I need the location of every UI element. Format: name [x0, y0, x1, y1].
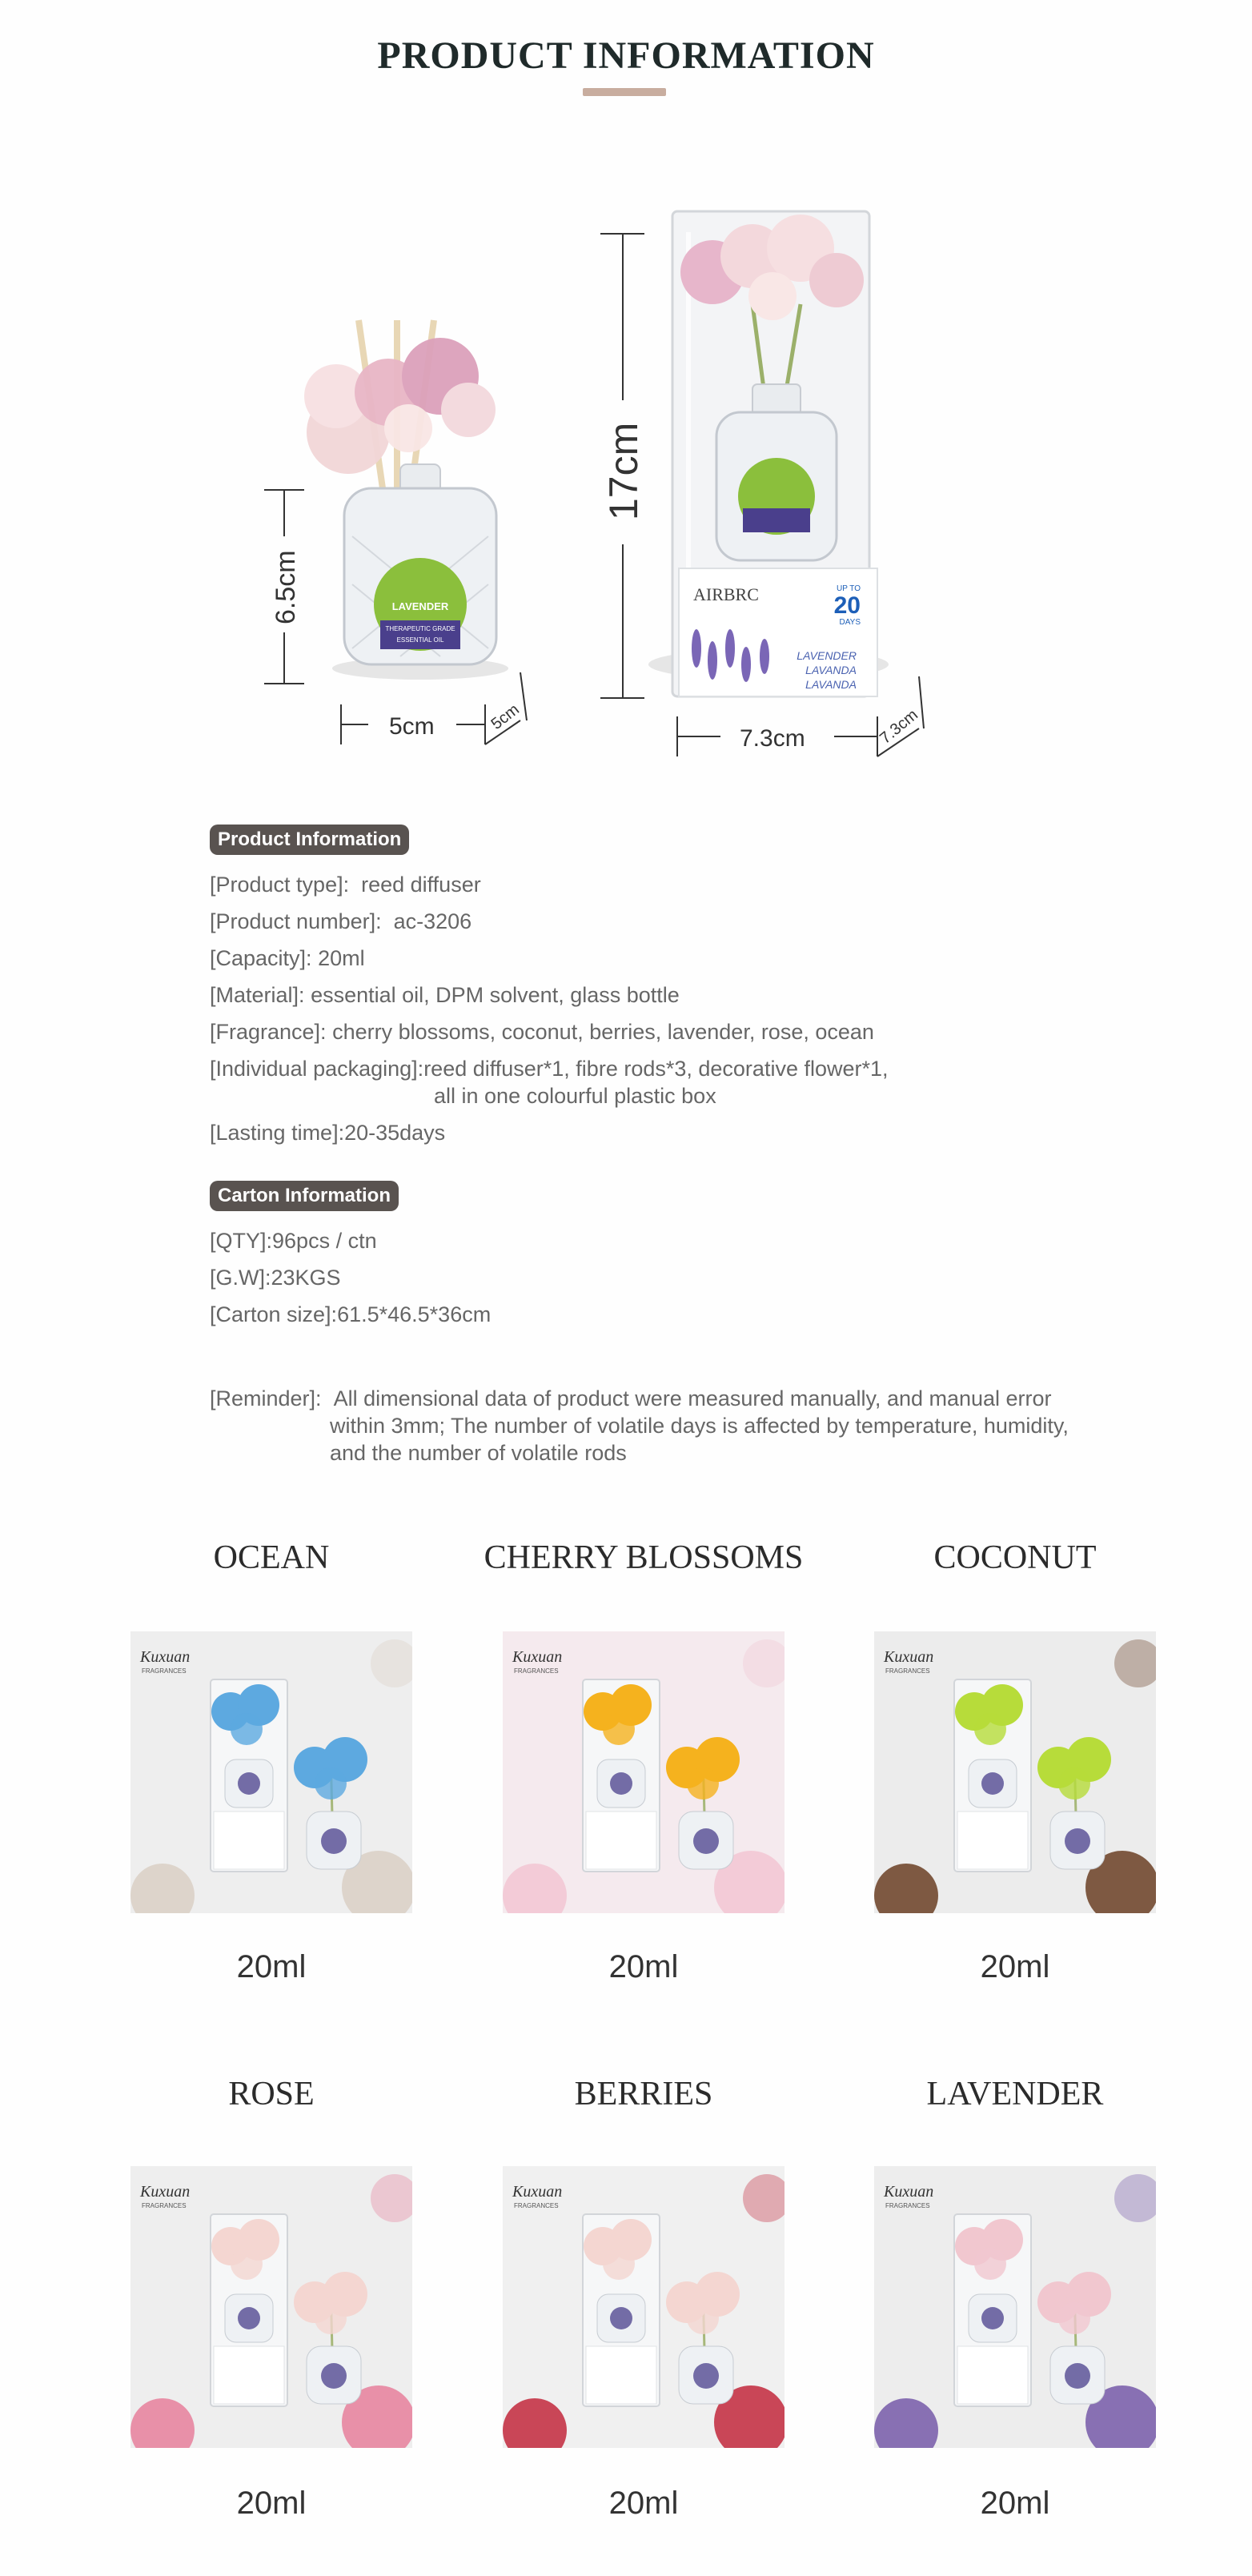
- info-value: 61.5*46.5*36cm: [337, 1302, 492, 1326]
- flavor-title-rose: ROSE: [228, 2076, 315, 2113]
- info-label: [Fragrance]:: [210, 1020, 327, 1044]
- info-value: 20-35days: [344, 1121, 446, 1145]
- info-label: [Carton size]:: [210, 1302, 338, 1326]
- info-value: 96pcs / ctn: [272, 1229, 377, 1253]
- info-row-material: [210, 981, 889, 1009]
- box-depth-label: 7.3cm: [877, 705, 921, 748]
- photo-brand-logo: Kuxuan: [140, 2183, 191, 2201]
- flavor-size-rose: 20ml: [236, 2486, 307, 2521]
- info-value: 20ml: [318, 946, 365, 970]
- info-label: [Individual packaging]:: [210, 1057, 424, 1081]
- reminder-text-line-1: All dimensional data of product were measured manually, and manual error: [333, 1386, 1052, 1410]
- flavor-photo-graphic: [130, 2166, 412, 2448]
- box-height-label: 17cm: [601, 422, 646, 520]
- info-label: [Lasting time]:: [210, 1121, 345, 1145]
- info-value: essential oil, DPM solvent, glass bottle: [311, 983, 680, 1007]
- reminder-text-line-2: within 3mm; The number of volatile days is affected by temperature, humidity,: [330, 1414, 1069, 1438]
- flavor-photo-ocean: [130, 1631, 412, 1913]
- product-dimension-illustration: [240, 200, 1009, 776]
- box-days-top-text: UP TO: [836, 584, 861, 593]
- info-value: all in one colourful plastic box: [434, 1084, 716, 1108]
- info-row-lasting-time: [210, 1119, 889, 1146]
- info-value: cherry blossoms, coconut, berries, lavender, rose, ocean: [332, 1020, 874, 1044]
- photo-brand-subtitle: FRAGRANCES: [142, 2202, 187, 2209]
- box-width-label: 7.3cm: [740, 725, 805, 752]
- flavor-photo-coconut: [874, 1631, 1156, 1913]
- flavor-title-berries: BERRIES: [574, 2076, 713, 2113]
- info-label: [Material]:: [210, 983, 305, 1007]
- flavor-photo-berries: [503, 2166, 785, 2448]
- jar-label-text-1: LAVENDER: [391, 600, 449, 612]
- boxed-product-image: [648, 211, 889, 696]
- info-label: [G.W]:: [210, 1266, 271, 1290]
- flavor-size-coconut: 20ml: [980, 1949, 1050, 1984]
- photo-brand-subtitle: FRAGRANCES: [514, 1667, 559, 1675]
- info-value: ac-3206: [393, 909, 472, 933]
- flavor-photo-lavender: [874, 2166, 1156, 2448]
- reminder-row-2: [210, 1412, 1069, 1439]
- jar-label-text-2: THERAPEUTIC GRADE: [385, 625, 455, 632]
- flavor-photo-cherry-blossoms: [503, 1631, 785, 1913]
- info-row-capacity: [210, 945, 889, 972]
- carton-row-size: [210, 1301, 491, 1328]
- reminder-label: [Reminder]:: [210, 1386, 322, 1410]
- info-value: reed diffuser: [361, 873, 481, 897]
- flavor-title-coconut: COCONUT: [933, 1539, 1097, 1576]
- carton-row-qty: [210, 1227, 491, 1254]
- flavor-photo-graphic: [874, 1631, 1156, 1913]
- info-row-product-type: [210, 871, 889, 898]
- product-info-section: [210, 825, 889, 1156]
- photo-brand-subtitle: FRAGRANCES: [885, 2202, 930, 2209]
- photo-brand-logo: Kuxuan: [884, 1648, 934, 1666]
- reminder-section: [210, 1385, 1069, 1476]
- photo-brand-subtitle: FRAGRANCES: [514, 2202, 559, 2209]
- reminder-text-line-3: and the number of volatile rods: [330, 1441, 627, 1465]
- photo-brand-logo: Kuxuan: [512, 1648, 563, 1666]
- info-row-product-number: [210, 908, 889, 935]
- box-scent-text-3: LAVANDA: [805, 678, 857, 691]
- title-underline: [583, 88, 666, 96]
- flavor-size-berries: 20ml: [608, 2486, 679, 2521]
- flavor-title-ocean: OCEAN: [213, 1539, 330, 1576]
- photo-brand-subtitle: FRAGRANCES: [142, 1667, 187, 1675]
- info-row-packaging-continued: [210, 1082, 889, 1109]
- photo-brand-logo: Kuxuan: [884, 2183, 934, 2201]
- info-value: 23KGS: [271, 1266, 341, 1290]
- flavor-size-ocean: 20ml: [236, 1949, 307, 1984]
- small-depth-label: 5cm: [488, 700, 523, 733]
- photo-brand-logo: Kuxuan: [512, 2183, 563, 2201]
- flavor-photo-graphic: [503, 2166, 785, 2448]
- info-label: [Product type]:: [210, 873, 350, 897]
- small-height-label: 6.5cm: [271, 550, 301, 624]
- small-diffuser-image: [304, 320, 508, 680]
- info-label: [QTY]:: [210, 1229, 273, 1253]
- carton-info-section: [210, 1181, 491, 1338]
- flavor-photo-graphic: [130, 1631, 412, 1913]
- reminder-row: [210, 1385, 1069, 1412]
- jar-label-text-3: ESSENTIAL OIL: [396, 636, 444, 644]
- flavor-title-lavender: LAVENDER: [926, 2076, 1104, 2113]
- info-row-packaging: [210, 1055, 889, 1082]
- info-label: [Capacity]:: [210, 946, 312, 970]
- carton-row-gw: [210, 1264, 491, 1291]
- box-days-bottom-text: DAYS: [839, 618, 861, 627]
- carton-info-badge: Carton Information: [210, 1181, 399, 1211]
- box-scent-text-1: LAVENDER: [797, 649, 857, 662]
- flavor-photo-graphic: [503, 1631, 785, 1913]
- small-width-label: 5cm: [389, 713, 435, 740]
- photo-brand-logo: Kuxuan: [140, 1648, 191, 1666]
- photo-brand-subtitle: FRAGRANCES: [885, 1667, 930, 1675]
- flavor-size-lavender: 20ml: [980, 2486, 1050, 2521]
- flavor-photo-rose: [130, 2166, 412, 2448]
- page-title: PRODUCT INFORMATION: [377, 34, 875, 77]
- box-days-number-text: 20: [833, 592, 861, 619]
- box-scent-text-2: LAVANDA: [805, 664, 857, 676]
- flavor-title-cherry-blossoms: CHERRY BLOSSOMS: [484, 1539, 804, 1576]
- product-info-badge: Product Information: [210, 825, 409, 855]
- box-brand-text: AIRBRC: [693, 584, 759, 604]
- reminder-row-3: [210, 1439, 1069, 1467]
- info-label: [Product number]:: [210, 909, 382, 933]
- info-value: reed diffuser*1, fibre rods*3, decorative flower*1,: [423, 1057, 889, 1081]
- flavor-size-cherry-blossoms: 20ml: [608, 1949, 679, 1984]
- flavor-photo-graphic: [874, 2166, 1156, 2448]
- info-row-fragrance: [210, 1018, 889, 1045]
